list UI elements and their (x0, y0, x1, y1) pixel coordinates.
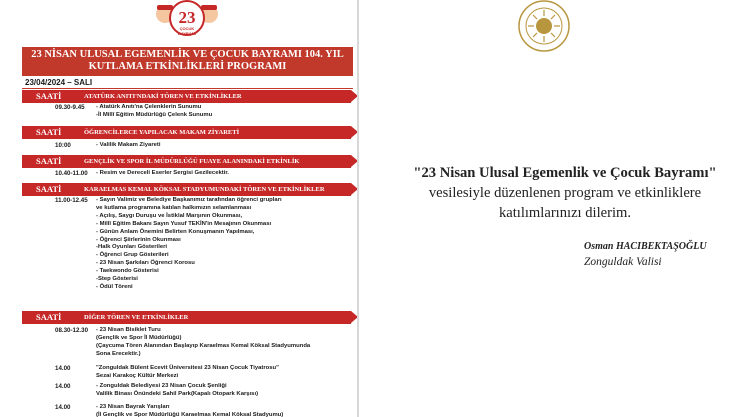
invitation-message (395, 163, 735, 223)
section-title: DİĞER TÖREN VE ETKİNLİKLER (84, 313, 189, 321)
event-line: -Step Gösterisi (96, 276, 138, 282)
event-time: 09.30-9.45 (55, 104, 85, 111)
event-line: -İl Millî Eğitim Müdürlüğü Çelenk Sunumu (96, 111, 213, 118)
section-title: GENÇLİK VE SPOR İL MÜDÜRLÜĞÜ FUAYE ALANINDAKİ ETKİNLİK (84, 157, 300, 165)
event-line: Sezai Karakoç Kültür Merkezi (96, 372, 179, 379)
event-line: (İl Gençlik ve Spor Müdürlüğü Karaelmas Kemal Köksal Stadyumu) (96, 411, 284, 417)
event-time: 10.40-11.00 (55, 170, 88, 177)
section-header-bar (22, 311, 351, 324)
event-line: Valilik Binası Önündeki Sahil Park(Kapalı Otopark Karşısı) (96, 390, 259, 397)
panel-divider (357, 0, 359, 417)
event-line: (Gençlik ve Spor İl Müdürlüğü) (96, 334, 182, 341)
event-line: - 23 Nisan Şarkıları Öğrenci Korosu (96, 260, 195, 267)
program-title-line1: 23 NİSAN ULUSAL EGEMENLİK VE ÇOCUK BAYRAMI 104. YIL (31, 49, 344, 60)
logo-text-2: BAYRAMI (177, 31, 197, 36)
event-line: ve kutlama programına katılan halkımızın selamlanması (96, 204, 252, 211)
program-date: 23/04/2024 – SALI (25, 78, 93, 87)
program-panel (18, 0, 357, 417)
section-header-bar (22, 155, 351, 168)
event-time: 10:00 (55, 142, 71, 149)
logo-number: 23 (178, 8, 196, 27)
event-line: - Zonguldak Belediyesi 23 Nisan Çocuk Şenliği (96, 383, 227, 389)
signer-title: Zonguldak Valisi (584, 256, 662, 268)
event-line: - Öğrenci Grup Gösterileri (96, 252, 169, 259)
event-line: - 23 Nisan Bisiklet Turu (96, 327, 161, 333)
event-time: 14.00 (55, 365, 71, 372)
section-title: ATATÜRK ANITI'NDAKİ TÖREN VE ETKİNLİKLER (84, 92, 242, 100)
event-line: - Atatürk Anıtı'na Çelenklerin Sunumu (96, 104, 202, 110)
event-line: "Zonguldak Bülent Ecevit Üniversitesi 23 Nisan Çocuk Tiyatrosu" (96, 365, 279, 371)
section-title: ÖĞRENCİLERCE YAPILACAK MAKAM ZİYARETİ (84, 128, 240, 136)
date-divider (22, 88, 353, 89)
event-line: (Çaycuma Tören Alanından Başlayıp Karaelmas Kemal Köksal Stadyumunda (96, 342, 311, 349)
section-time-label: SAATİ (36, 312, 62, 322)
event-line: - Resim ve Dereceli Eserler Sergisi Gezilecektir. (96, 170, 229, 176)
event-line: - Günün Anlam Önemini Belirten Konuşmanın Yapılması, (96, 228, 255, 235)
section-time-label: SAATİ (36, 156, 62, 166)
event-time: 11.00-12.45 (55, 197, 88, 204)
event-time: 08.30-12.30 (55, 327, 89, 334)
section-header-bar (22, 90, 351, 103)
event-line: - Taekwondo Gösterisi (96, 268, 159, 275)
event-line: - 23 Nisan Bayrak Yarışları (96, 404, 170, 410)
logo-text-1: ÇOCUK (179, 26, 195, 31)
event-time: 14.00 (55, 383, 71, 390)
governorship-seal-icon (508, 0, 580, 58)
section-title: KARAELMAS KEMAL KÖKSAL STADYUMUNDAKİ TÖREN VE ETKİNLİKLER (84, 185, 325, 193)
event-line: - Açılış, Saygı Duruşu ve İstiklal Marşının Okunması, (96, 212, 243, 219)
23-nisan-logo (135, 0, 239, 40)
event-line: - Öğrenci Şiirlerinin Okunması (96, 236, 181, 243)
event-time: 14.00 (55, 404, 71, 411)
section-time-label: SAATİ (36, 91, 62, 101)
event-line: - Millî Eğitim Bakanı Sayın Yusuf TEKİN'in Mesajının Okunması (96, 220, 272, 227)
section-time-label: SAATİ (36, 184, 62, 194)
event-line: - Sayın Valimiz ve Belediye Başkanımız tarafından öğrenci grupları (96, 197, 282, 203)
message-bold: "23 Nisan Ulusal Egemenlik ve Çocuk Bayramı" (413, 165, 717, 181)
section-time-label: SAATİ (36, 127, 62, 137)
message-rest: vesilesiyle düzenlenen program ve etkinliklere katılımlarınızı dilerim. (428, 185, 702, 221)
section-header-bar (22, 126, 351, 139)
program-title-line2: KUTLAMA ETKİNLİKLERİ PROGRAMI (88, 61, 287, 72)
event-line: - Ödül Töreni (96, 283, 133, 290)
section-header-bar (22, 183, 351, 196)
signer-name: Osman HACIBEKTAŞOĞLU (584, 241, 707, 252)
event-line: -Halk Oyunları Gösterileri (96, 244, 168, 251)
event-line: - Valilik Makam Ziyareti (96, 142, 161, 148)
program-title-banner (22, 47, 353, 76)
event-line: Sona Erecektir.) (96, 350, 141, 357)
